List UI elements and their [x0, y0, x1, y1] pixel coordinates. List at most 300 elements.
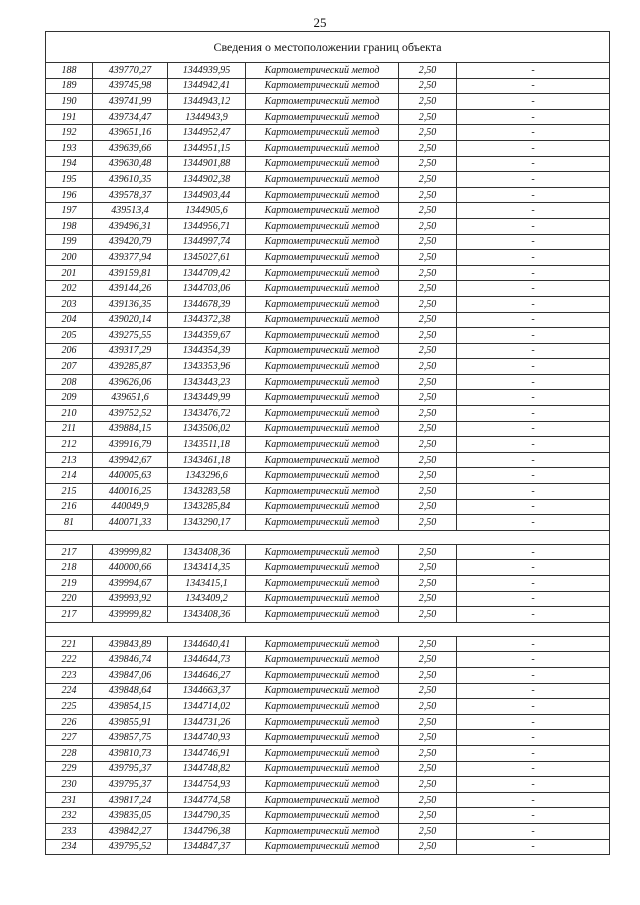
table-row: [46, 808, 610, 824]
method-cell: Картометрический метод: [246, 699, 399, 715]
y-coordinate-cell: 1344774,58: [168, 792, 246, 808]
y-coordinate-cell: 1344714,02: [168, 699, 246, 715]
table-row: [46, 699, 610, 715]
method-cell: Картометрический метод: [246, 390, 399, 406]
table-row: [46, 515, 610, 531]
accuracy-cell: 2,50: [399, 714, 457, 730]
y-coordinate-cell: 1344740,93: [168, 730, 246, 746]
x-coordinate-cell: 439377,94: [93, 250, 168, 266]
accuracy-cell: 2,50: [399, 234, 457, 250]
point-number-cell: 190: [46, 94, 93, 110]
table-row: [46, 390, 610, 406]
x-coordinate-cell: 439884,15: [93, 421, 168, 437]
point-number-cell: 230: [46, 777, 93, 793]
description-cell: -: [457, 359, 610, 375]
y-coordinate-cell: 1344754,93: [168, 777, 246, 793]
table-row: [46, 343, 610, 359]
table-row: [46, 172, 610, 188]
method-cell: Картометрический метод: [246, 374, 399, 390]
method-cell: Картометрический метод: [246, 839, 399, 855]
description-cell: -: [457, 374, 610, 390]
y-coordinate-cell: 1343409,2: [168, 591, 246, 607]
description-cell: -: [457, 745, 610, 761]
point-number-cell: 234: [46, 839, 93, 855]
y-coordinate-cell: 1343443,23: [168, 374, 246, 390]
point-number-cell: 215: [46, 484, 93, 500]
point-number-cell: 209: [46, 390, 93, 406]
method-cell: Картометрический метод: [246, 792, 399, 808]
description-cell: -: [457, 761, 610, 777]
description-cell: -: [457, 94, 610, 110]
method-cell: Картометрический метод: [246, 636, 399, 652]
accuracy-cell: 2,50: [399, 699, 457, 715]
page-number: 25: [313, 15, 327, 30]
point-number-cell: 207: [46, 359, 93, 375]
table-row: [46, 218, 610, 234]
description-cell: -: [457, 683, 610, 699]
y-coordinate-cell: 1344905,6: [168, 203, 246, 219]
table-row: [46, 421, 610, 437]
accuracy-cell: 2,50: [399, 484, 457, 500]
x-coordinate-cell: 439639,66: [93, 140, 168, 156]
table-row: [46, 667, 610, 683]
table-row: [46, 109, 610, 125]
x-coordinate-cell: 440049,9: [93, 499, 168, 515]
accuracy-cell: 2,50: [399, 374, 457, 390]
method-cell: Картометрический метод: [246, 94, 399, 110]
y-coordinate-cell: 1344790,35: [168, 808, 246, 824]
description-cell: -: [457, 328, 610, 344]
accuracy-cell: 2,50: [399, 544, 457, 560]
x-coordinate-cell: 439275,55: [93, 328, 168, 344]
y-coordinate-cell: 1344644,73: [168, 652, 246, 668]
x-coordinate-cell: 439942,67: [93, 452, 168, 468]
method-cell: Картометрический метод: [246, 607, 399, 623]
accuracy-cell: 2,50: [399, 281, 457, 297]
y-coordinate-cell: 1343511,18: [168, 437, 246, 453]
point-number-cell: 193: [46, 140, 93, 156]
accuracy-cell: 2,50: [399, 359, 457, 375]
method-cell: Картометрический метод: [246, 250, 399, 266]
method-cell: Картометрический метод: [246, 714, 399, 730]
x-coordinate-cell: 439846,74: [93, 652, 168, 668]
x-coordinate-cell: 439136,35: [93, 296, 168, 312]
y-coordinate-cell: 1343461,18: [168, 452, 246, 468]
description-cell: -: [457, 499, 610, 515]
x-coordinate-cell: 439857,75: [93, 730, 168, 746]
table-row: [46, 683, 610, 699]
method-cell: Картометрический метод: [246, 203, 399, 219]
y-coordinate-cell: 1344952,47: [168, 125, 246, 141]
accuracy-cell: 2,50: [399, 203, 457, 219]
point-number-cell: 194: [46, 156, 93, 172]
method-cell: Картометрический метод: [246, 296, 399, 312]
accuracy-cell: 2,50: [399, 296, 457, 312]
x-coordinate-cell: 439496,31: [93, 218, 168, 234]
method-cell: Картометрический метод: [246, 515, 399, 531]
accuracy-cell: 2,50: [399, 823, 457, 839]
y-coordinate-cell: 1344943,12: [168, 94, 246, 110]
accuracy-cell: 2,50: [399, 140, 457, 156]
y-coordinate-cell: 1344731,26: [168, 714, 246, 730]
description-cell: -: [457, 203, 610, 219]
description-cell: -: [457, 406, 610, 422]
description-cell: -: [457, 390, 610, 406]
x-coordinate-cell: 439741,99: [93, 94, 168, 110]
boundary-coordinates-table: [45, 31, 610, 855]
y-coordinate-cell: 1344748,82: [168, 761, 246, 777]
accuracy-cell: 2,50: [399, 312, 457, 328]
point-number-cell: 81: [46, 515, 93, 531]
accuracy-cell: 2,50: [399, 78, 457, 94]
method-cell: Картометрический метод: [246, 777, 399, 793]
description-cell: -: [457, 218, 610, 234]
description-cell: -: [457, 468, 610, 484]
method-cell: Картометрический метод: [246, 328, 399, 344]
method-cell: Картометрический метод: [246, 109, 399, 125]
table-row: [46, 544, 610, 560]
y-coordinate-cell: 1344663,37: [168, 683, 246, 699]
y-coordinate-cell: 1343449,99: [168, 390, 246, 406]
description-cell: -: [457, 777, 610, 793]
point-number-cell: 225: [46, 699, 93, 715]
x-coordinate-cell: 439513,4: [93, 203, 168, 219]
x-coordinate-cell: 439610,35: [93, 172, 168, 188]
method-cell: Картометрический метод: [246, 359, 399, 375]
y-coordinate-cell: 1343408,36: [168, 544, 246, 560]
y-coordinate-cell: 1344354,39: [168, 343, 246, 359]
contour-separator-cell: [46, 622, 610, 636]
accuracy-cell: 2,50: [399, 607, 457, 623]
method-cell: Картометрический метод: [246, 667, 399, 683]
method-cell: Картометрический метод: [246, 406, 399, 422]
accuracy-cell: 2,50: [399, 125, 457, 141]
accuracy-cell: 2,50: [399, 792, 457, 808]
point-number-cell: 201: [46, 265, 93, 281]
method-cell: Картометрический метод: [246, 591, 399, 607]
description-cell: -: [457, 312, 610, 328]
description-cell: -: [457, 343, 610, 359]
method-cell: Картометрический метод: [246, 484, 399, 500]
y-coordinate-cell: 1344943,9: [168, 109, 246, 125]
point-number-cell: 202: [46, 281, 93, 297]
point-number-cell: 218: [46, 560, 93, 576]
description-cell: -: [457, 296, 610, 312]
table-title: Сведения о местоположении границ объекта: [46, 32, 610, 63]
table-row: [46, 265, 610, 281]
point-number-cell: 205: [46, 328, 93, 344]
method-cell: Картометрический метод: [246, 78, 399, 94]
table-row: [46, 777, 610, 793]
description-cell: -: [457, 421, 610, 437]
accuracy-cell: 2,50: [399, 515, 457, 531]
table-row: [46, 823, 610, 839]
y-coordinate-cell: 1345027,61: [168, 250, 246, 266]
table-row: [46, 63, 610, 79]
accuracy-cell: 2,50: [399, 390, 457, 406]
table-row: [46, 359, 610, 375]
x-coordinate-cell: 439317,29: [93, 343, 168, 359]
table-row: [46, 187, 610, 203]
accuracy-cell: 2,50: [399, 745, 457, 761]
x-coordinate-cell: 439020,14: [93, 312, 168, 328]
point-number-cell: 195: [46, 172, 93, 188]
contour-separator-row: [46, 530, 610, 544]
y-coordinate-cell: 1344746,91: [168, 745, 246, 761]
description-cell: -: [457, 591, 610, 607]
description-cell: -: [457, 156, 610, 172]
x-coordinate-cell: 439842,27: [93, 823, 168, 839]
x-coordinate-cell: 439420,79: [93, 234, 168, 250]
description-cell: -: [457, 109, 610, 125]
accuracy-cell: 2,50: [399, 328, 457, 344]
table-row: [46, 576, 610, 592]
table-row: [46, 761, 610, 777]
point-number-cell: 217: [46, 607, 93, 623]
x-coordinate-cell: 439630,48: [93, 156, 168, 172]
description-cell: -: [457, 140, 610, 156]
accuracy-cell: 2,50: [399, 63, 457, 79]
table-row: [46, 250, 610, 266]
point-number-cell: 229: [46, 761, 93, 777]
table-row: [46, 839, 610, 855]
table-row: [46, 560, 610, 576]
point-number-cell: 228: [46, 745, 93, 761]
accuracy-cell: 2,50: [399, 421, 457, 437]
accuracy-cell: 2,50: [399, 468, 457, 484]
y-coordinate-cell: 1344902,38: [168, 172, 246, 188]
x-coordinate-cell: 439578,37: [93, 187, 168, 203]
y-coordinate-cell: 1344709,42: [168, 265, 246, 281]
point-number-cell: 188: [46, 63, 93, 79]
accuracy-cell: 2,50: [399, 187, 457, 203]
table-row: [46, 156, 610, 172]
accuracy-cell: 2,50: [399, 652, 457, 668]
table-row: [46, 203, 610, 219]
accuracy-cell: 2,50: [399, 839, 457, 855]
description-cell: -: [457, 667, 610, 683]
table-row: [46, 78, 610, 94]
description-cell: -: [457, 699, 610, 715]
y-coordinate-cell: 1344939,95: [168, 63, 246, 79]
method-cell: Картометрический метод: [246, 343, 399, 359]
method-cell: Картометрический метод: [246, 63, 399, 79]
description-cell: -: [457, 484, 610, 500]
contour-separator-cell: [46, 530, 610, 544]
point-number-cell: 189: [46, 78, 93, 94]
point-number-cell: 220: [46, 591, 93, 607]
y-coordinate-cell: 1344942,41: [168, 78, 246, 94]
accuracy-cell: 2,50: [399, 94, 457, 110]
point-number-cell: 214: [46, 468, 93, 484]
y-coordinate-cell: 1344640,41: [168, 636, 246, 652]
table-row: [46, 312, 610, 328]
point-number-cell: 198: [46, 218, 93, 234]
method-cell: Картометрический метод: [246, 421, 399, 437]
point-number-cell: 197: [46, 203, 93, 219]
method-cell: Картометрический метод: [246, 437, 399, 453]
accuracy-cell: 2,50: [399, 636, 457, 652]
description-cell: -: [457, 714, 610, 730]
point-number-cell: 206: [46, 343, 93, 359]
x-coordinate-cell: 440000,66: [93, 560, 168, 576]
accuracy-cell: 2,50: [399, 265, 457, 281]
method-cell: Картометрический метод: [246, 576, 399, 592]
x-coordinate-cell: 439159,81: [93, 265, 168, 281]
point-number-cell: 227: [46, 730, 93, 746]
accuracy-cell: 2,50: [399, 343, 457, 359]
accuracy-cell: 2,50: [399, 777, 457, 793]
x-coordinate-cell: 439848,64: [93, 683, 168, 699]
y-coordinate-cell: 1343296,6: [168, 468, 246, 484]
point-number-cell: 223: [46, 667, 93, 683]
table-row: [46, 484, 610, 500]
accuracy-cell: 2,50: [399, 437, 457, 453]
x-coordinate-cell: 439795,37: [93, 777, 168, 793]
accuracy-cell: 2,50: [399, 406, 457, 422]
point-number-cell: 226: [46, 714, 93, 730]
point-number-cell: 191: [46, 109, 93, 125]
y-coordinate-cell: 1344796,38: [168, 823, 246, 839]
point-number-cell: 232: [46, 808, 93, 824]
description-cell: -: [457, 187, 610, 203]
method-cell: Картометрический метод: [246, 560, 399, 576]
description-cell: -: [457, 652, 610, 668]
y-coordinate-cell: 1343476,72: [168, 406, 246, 422]
method-cell: Картометрический метод: [246, 234, 399, 250]
accuracy-cell: 2,50: [399, 576, 457, 592]
table-row: [46, 745, 610, 761]
x-coordinate-cell: 439752,52: [93, 406, 168, 422]
description-cell: -: [457, 636, 610, 652]
x-coordinate-cell: 439734,47: [93, 109, 168, 125]
x-coordinate-cell: 439835,05: [93, 808, 168, 824]
table-row: [46, 374, 610, 390]
x-coordinate-cell: 439285,87: [93, 359, 168, 375]
x-coordinate-cell: 440016,25: [93, 484, 168, 500]
x-coordinate-cell: 439810,73: [93, 745, 168, 761]
contour-separator-row: [46, 622, 610, 636]
x-coordinate-cell: 439999,82: [93, 544, 168, 560]
x-coordinate-cell: 439855,91: [93, 714, 168, 730]
table-row: [46, 636, 610, 652]
description-cell: -: [457, 730, 610, 746]
description-cell: -: [457, 63, 610, 79]
x-coordinate-cell: 439843,89: [93, 636, 168, 652]
y-coordinate-cell: 1343408,36: [168, 607, 246, 623]
table-row: [46, 296, 610, 312]
accuracy-cell: 2,50: [399, 808, 457, 824]
point-number-cell: 233: [46, 823, 93, 839]
method-cell: Картометрический метод: [246, 730, 399, 746]
y-coordinate-cell: 1344703,06: [168, 281, 246, 297]
method-cell: Картометрический метод: [246, 544, 399, 560]
point-number-cell: 212: [46, 437, 93, 453]
y-coordinate-cell: 1343290,17: [168, 515, 246, 531]
y-coordinate-cell: 1344903,44: [168, 187, 246, 203]
method-cell: Картометрический метод: [246, 156, 399, 172]
point-number-cell: 199: [46, 234, 93, 250]
x-coordinate-cell: 439854,15: [93, 699, 168, 715]
point-number-cell: 222: [46, 652, 93, 668]
y-coordinate-cell: 1344847,37: [168, 839, 246, 855]
description-cell: -: [457, 265, 610, 281]
table-row: [46, 125, 610, 141]
point-number-cell: 200: [46, 250, 93, 266]
table-row: [46, 499, 610, 515]
accuracy-cell: 2,50: [399, 560, 457, 576]
point-number-cell: 196: [46, 187, 93, 203]
method-cell: Картометрический метод: [246, 125, 399, 141]
x-coordinate-cell: 439795,37: [93, 761, 168, 777]
point-number-cell: 216: [46, 499, 93, 515]
method-cell: Картометрический метод: [246, 172, 399, 188]
table-row: [46, 94, 610, 110]
y-coordinate-cell: 1343283,58: [168, 484, 246, 500]
x-coordinate-cell: 439144,26: [93, 281, 168, 297]
x-coordinate-cell: 439626,06: [93, 374, 168, 390]
table-row: [46, 234, 610, 250]
table-row: [46, 714, 610, 730]
method-cell: Картометрический метод: [246, 452, 399, 468]
table-row: [46, 452, 610, 468]
x-coordinate-cell: 439651,6: [93, 390, 168, 406]
table-row: [46, 792, 610, 808]
table-row: [46, 468, 610, 484]
description-cell: -: [457, 125, 610, 141]
method-cell: Картометрический метод: [246, 187, 399, 203]
accuracy-cell: 2,50: [399, 683, 457, 699]
x-coordinate-cell: 439847,06: [93, 667, 168, 683]
description-cell: -: [457, 452, 610, 468]
table-row: [46, 591, 610, 607]
table-row: [46, 328, 610, 344]
x-coordinate-cell: 439795,52: [93, 839, 168, 855]
point-number-cell: 204: [46, 312, 93, 328]
description-cell: -: [457, 172, 610, 188]
description-cell: -: [457, 515, 610, 531]
x-coordinate-cell: 440005,63: [93, 468, 168, 484]
x-coordinate-cell: 439745,98: [93, 78, 168, 94]
point-number-cell: 221: [46, 636, 93, 652]
point-number-cell: 210: [46, 406, 93, 422]
accuracy-cell: 2,50: [399, 156, 457, 172]
y-coordinate-cell: 1344997,74: [168, 234, 246, 250]
method-cell: Картометрический метод: [246, 265, 399, 281]
accuracy-cell: 2,50: [399, 761, 457, 777]
point-number-cell: 213: [46, 452, 93, 468]
x-coordinate-cell: 439994,67: [93, 576, 168, 592]
method-cell: Картометрический метод: [246, 745, 399, 761]
y-coordinate-cell: 1344678,39: [168, 296, 246, 312]
description-cell: -: [457, 281, 610, 297]
description-cell: -: [457, 607, 610, 623]
method-cell: Картометрический метод: [246, 281, 399, 297]
x-coordinate-cell: 439993,92: [93, 591, 168, 607]
description-cell: -: [457, 576, 610, 592]
method-cell: Картометрический метод: [246, 499, 399, 515]
description-cell: -: [457, 560, 610, 576]
description-cell: -: [457, 823, 610, 839]
accuracy-cell: 2,50: [399, 499, 457, 515]
y-coordinate-cell: 1343414,35: [168, 560, 246, 576]
method-cell: Картометрический метод: [246, 140, 399, 156]
accuracy-cell: 2,50: [399, 218, 457, 234]
method-cell: Картометрический метод: [246, 312, 399, 328]
point-number-cell: 217: [46, 544, 93, 560]
method-cell: Картометрический метод: [246, 652, 399, 668]
point-number-cell: 224: [46, 683, 93, 699]
